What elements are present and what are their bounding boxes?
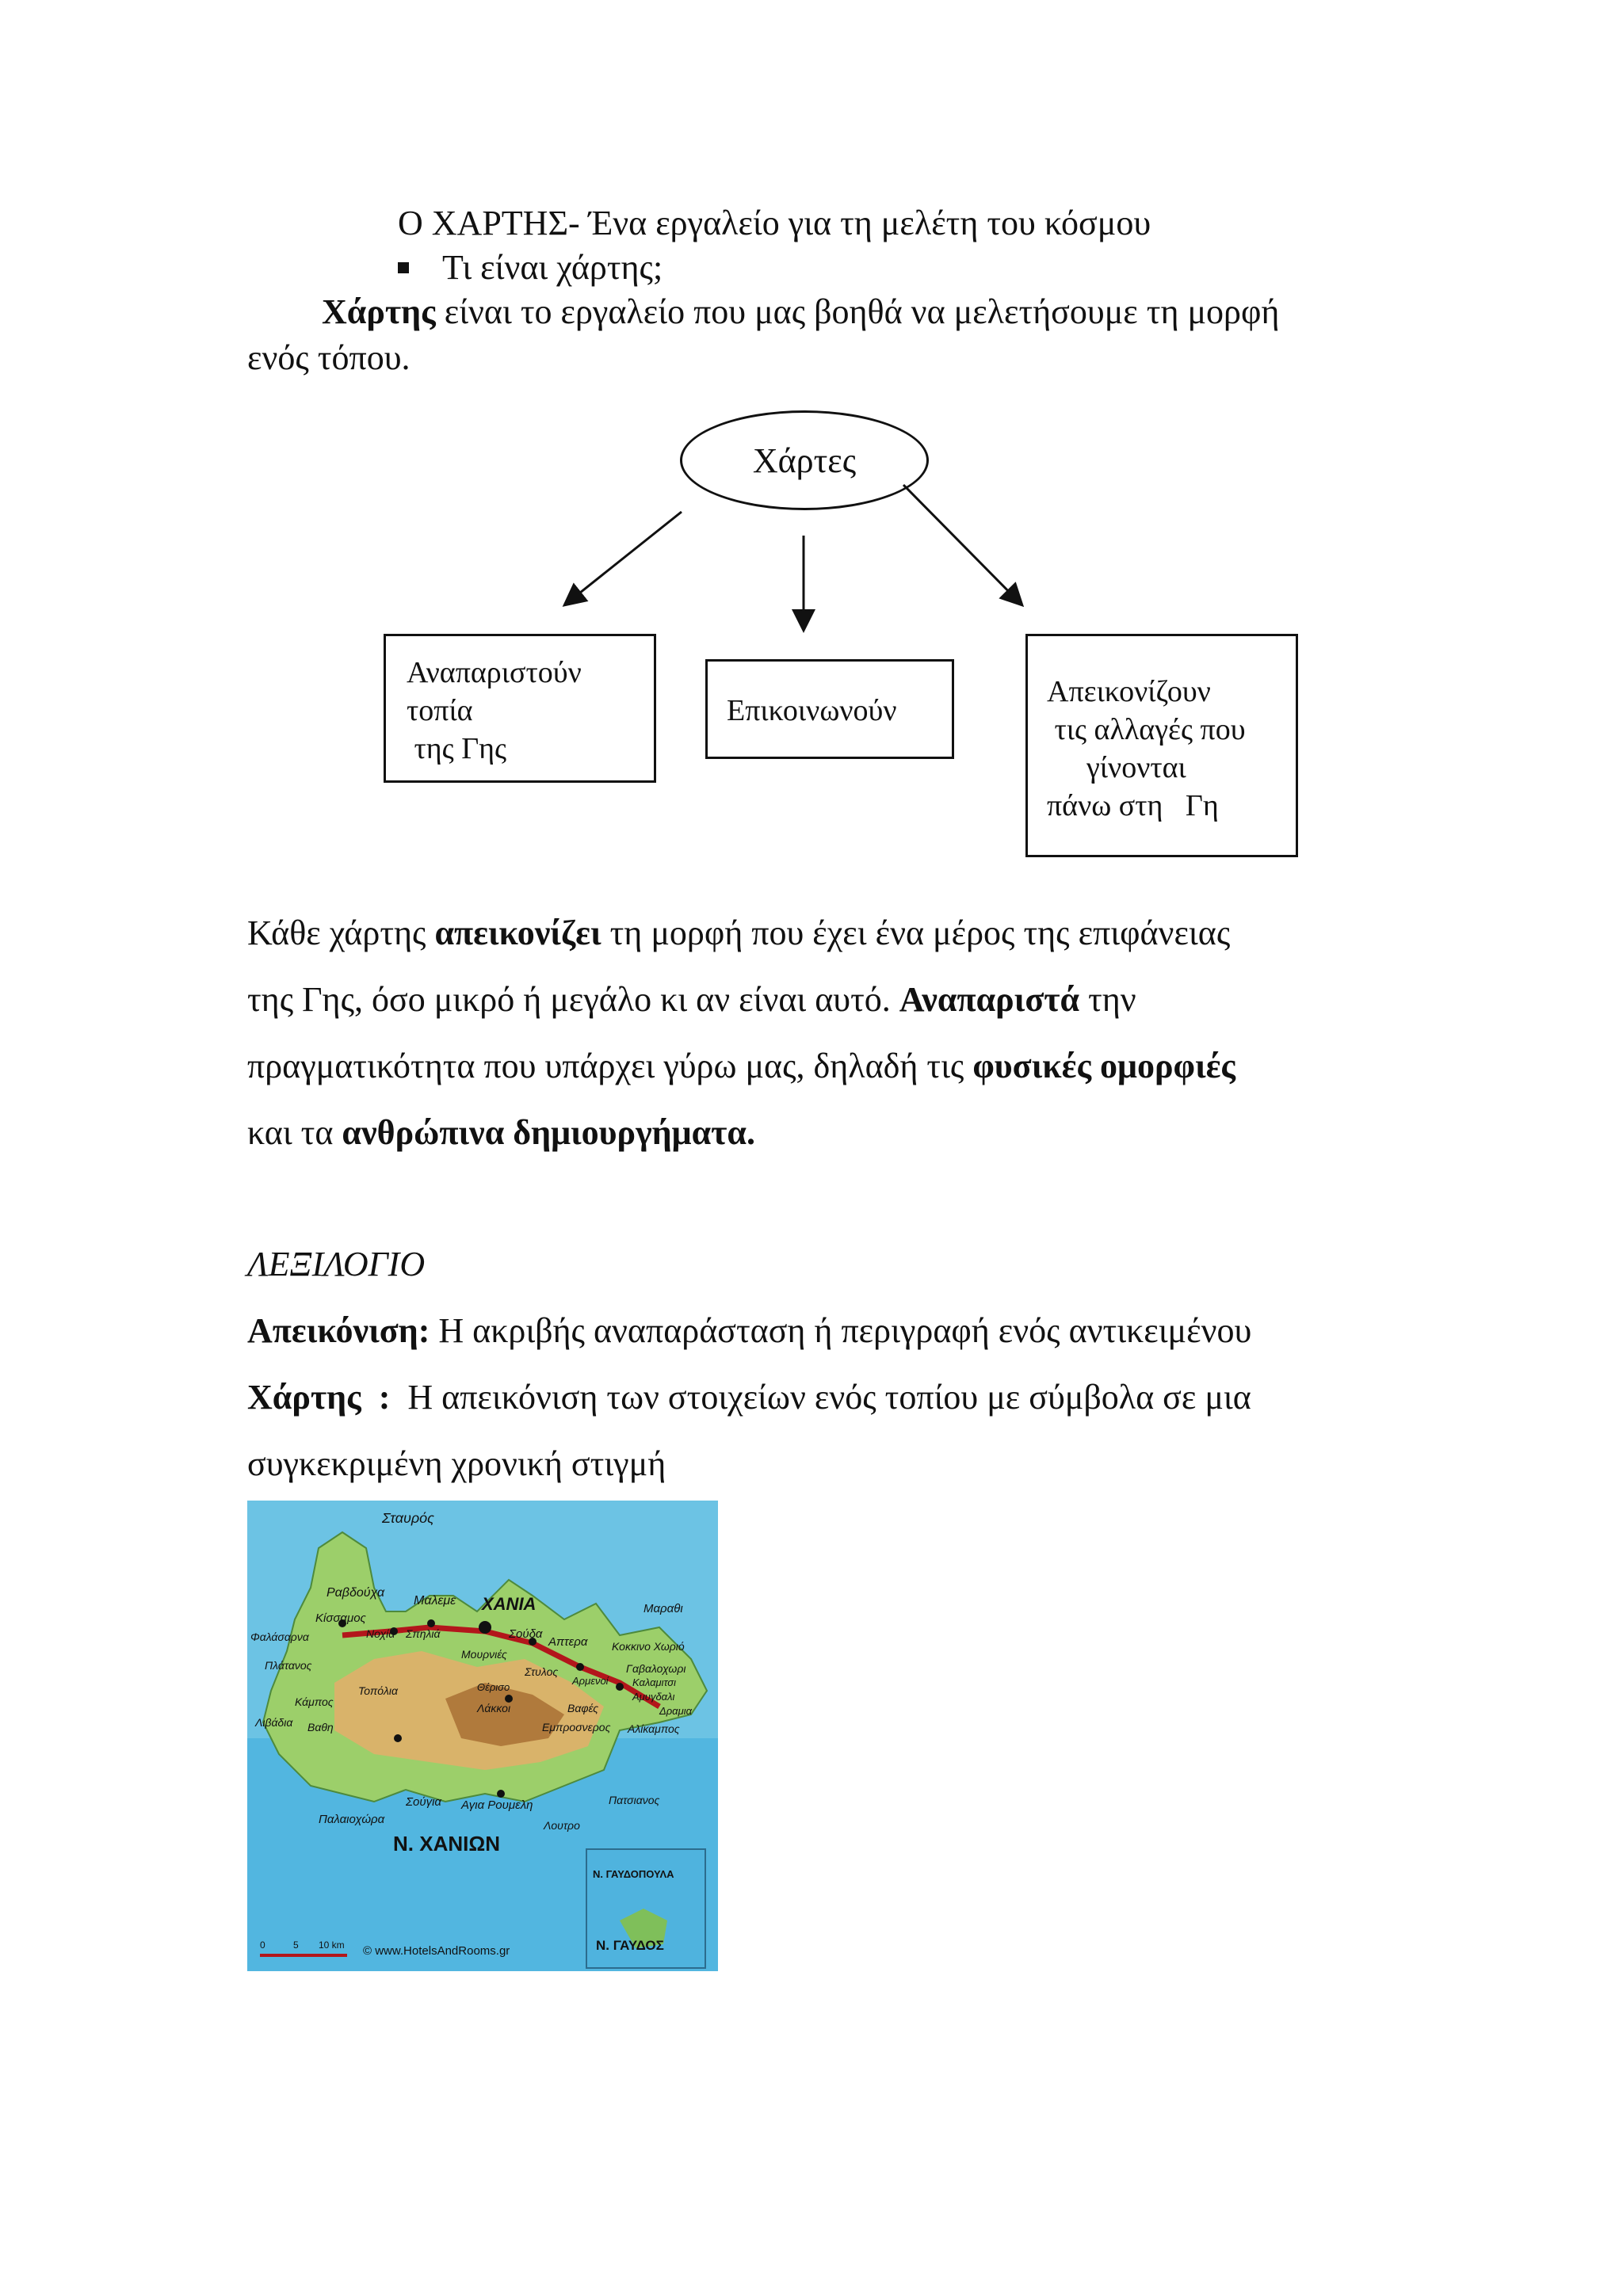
map-label: Αλίκαμπος — [628, 1722, 680, 1735]
map-label: Πατσιανος — [609, 1794, 660, 1806]
map-label: Εμπροσνερος — [542, 1721, 611, 1733]
map-label: Βαθη — [307, 1721, 334, 1733]
bold-text: απεικονίζει — [434, 913, 601, 952]
map-label: Θέρισο — [477, 1681, 510, 1693]
map-label: Κάμπος — [295, 1695, 334, 1708]
map-label: Απτερα — [548, 1635, 588, 1649]
town-dot — [497, 1790, 505, 1798]
page-title: Ο ΧΑΡΤΗΣ- Ένα εργαλείο για τη μελέτη του κόσμου — [398, 204, 1151, 242]
bold-text: ανθρώπινα δημιουργήματα. — [342, 1113, 755, 1152]
paragraph-line — [247, 900, 1230, 967]
map-label: Πλάτανος — [265, 1659, 312, 1672]
map-label-city: ΧΑΝΙΑ — [482, 1594, 537, 1614]
glossary-definition: Η ακριβής αναπαράσταση ή περιγραφή ενός αντικειμένου — [430, 1311, 1252, 1350]
box-line: Αναπαριστούν — [407, 656, 582, 689]
map-scale-5: 5 — [293, 1939, 299, 1951]
glossary-definition-cont: συγκεκριμένη χρονική στιγμή — [247, 1444, 666, 1483]
glossary-term: Απεικόνιση: — [247, 1311, 430, 1350]
bullet-text: Τι είναι χάρτης; — [442, 248, 663, 287]
map-scale-0: 0 — [260, 1939, 265, 1951]
map-credit: © www.HotelsAndRooms.gr — [363, 1944, 510, 1958]
map-label: Σταυρός — [382, 1510, 434, 1526]
map-label: Γαβαλοχωρι — [626, 1662, 686, 1675]
map-label: Σούδα — [509, 1627, 543, 1641]
box-line: τις αλλαγές που — [1047, 713, 1246, 746]
diagram-box-communicate — [705, 659, 954, 759]
town-dot — [576, 1663, 584, 1671]
map-label: Φαλάσαρνα — [250, 1630, 309, 1643]
text: Κάθε χάρτης — [247, 913, 435, 952]
chania-map — [247, 1501, 718, 1971]
map-label: Αγια Ρουμελη — [461, 1798, 533, 1812]
map-label: Αρμενοί — [572, 1675, 609, 1687]
paragraph-line — [247, 967, 1136, 1033]
map-label: Στυλος — [525, 1665, 559, 1678]
map-label: Λάκκοι — [477, 1702, 511, 1714]
map-region-label: Ν. ΧΑΝΙΩΝ — [393, 1832, 500, 1855]
map-label: Μαραθι — [643, 1602, 683, 1615]
map-label: Τοπόλια — [358, 1684, 399, 1697]
glossary-entry — [247, 1298, 1251, 1364]
map-label: Λιβάδια — [255, 1716, 293, 1729]
arrow-left — [564, 512, 682, 605]
town-dot — [394, 1734, 402, 1742]
map-label: Αμυγδαλι — [632, 1691, 675, 1703]
definition-text: είναι το εργαλείο που μας βοηθά να μελετήσουμε τη μορφή — [435, 292, 1280, 331]
box-line: πάνω στη Γη — [1047, 789, 1219, 822]
box-line: Επικοινωνούν — [727, 694, 897, 727]
glossary-heading: ΛΕΞΙΛΟΓΙΟ — [247, 1245, 426, 1283]
paragraph-line — [247, 1100, 755, 1166]
map-inset-label-top: Ν. ΓΑΥΔΟΠΟΥΛΑ — [593, 1868, 674, 1880]
text: της Γης, όσο μικρό ή μεγάλο κι αν είναι αυτό. — [247, 980, 899, 1019]
diagram-box-changes — [1025, 634, 1298, 857]
map-label: Λουτρο — [544, 1819, 580, 1832]
map-label: Κοκκινο Χωριό — [612, 1640, 685, 1653]
bold-text: Αναπαριστά — [899, 980, 1080, 1019]
text: την — [1079, 980, 1136, 1019]
box-line: Απεικονίζουν — [1047, 675, 1211, 708]
map-label: Παλαιοχώρα — [319, 1813, 385, 1826]
map-inset-label-bottom: Ν. ΓΑΥΔΟΣ — [596, 1938, 664, 1953]
map-label: Δραμια — [659, 1705, 693, 1717]
box-line: τοπία — [407, 694, 473, 727]
map-scale-10: 10 km — [319, 1939, 345, 1951]
town-dot — [616, 1683, 624, 1691]
map-scale-bar — [260, 1954, 347, 1957]
definition-term: Χάρτης — [322, 292, 436, 331]
map-label: Σπηλιά — [406, 1627, 441, 1640]
map-label: Κίσσαμος — [315, 1611, 366, 1625]
glossary-definition: Η απεικόνιση των στοιχείων ενός τοπίου με σύμβολα σε μια — [390, 1378, 1251, 1417]
map-graphic — [247, 1501, 718, 1971]
map-label: Σούγια — [406, 1795, 441, 1809]
town-dot — [479, 1621, 491, 1634]
glossary-term: Χάρτης : — [247, 1378, 391, 1417]
map-label: Μουρνιές — [461, 1648, 507, 1661]
diagram-center-ellipse: Χάρτες — [680, 410, 929, 510]
glossary-entry — [247, 1364, 1251, 1431]
arrow-right — [903, 485, 1022, 605]
town-dot — [427, 1619, 435, 1627]
paragraph-line — [247, 1033, 1235, 1100]
box-line: της Γης — [407, 732, 507, 765]
definition-line2: ενός τόπου. — [247, 338, 411, 377]
map-label: Μαλεμε — [414, 1594, 456, 1608]
map-label: Καλαμιτσι — [632, 1676, 676, 1688]
map-label: Ραβδούχα — [327, 1586, 385, 1600]
text: τη μορφή που έχει ένα μέρος της επιφάνειας — [601, 913, 1231, 952]
box-line: γίνονται — [1086, 751, 1186, 784]
map-label: Νοχία — [366, 1627, 395, 1640]
text: και τα — [247, 1113, 342, 1152]
text: πραγματικότητα που υπάρχει γύρω μας, δηλαδή τις — [247, 1047, 973, 1085]
diagram-box-represent — [384, 634, 656, 783]
bold-text: φυσικές ομορφιές — [972, 1047, 1235, 1085]
map-label: Βαφές — [567, 1702, 599, 1714]
